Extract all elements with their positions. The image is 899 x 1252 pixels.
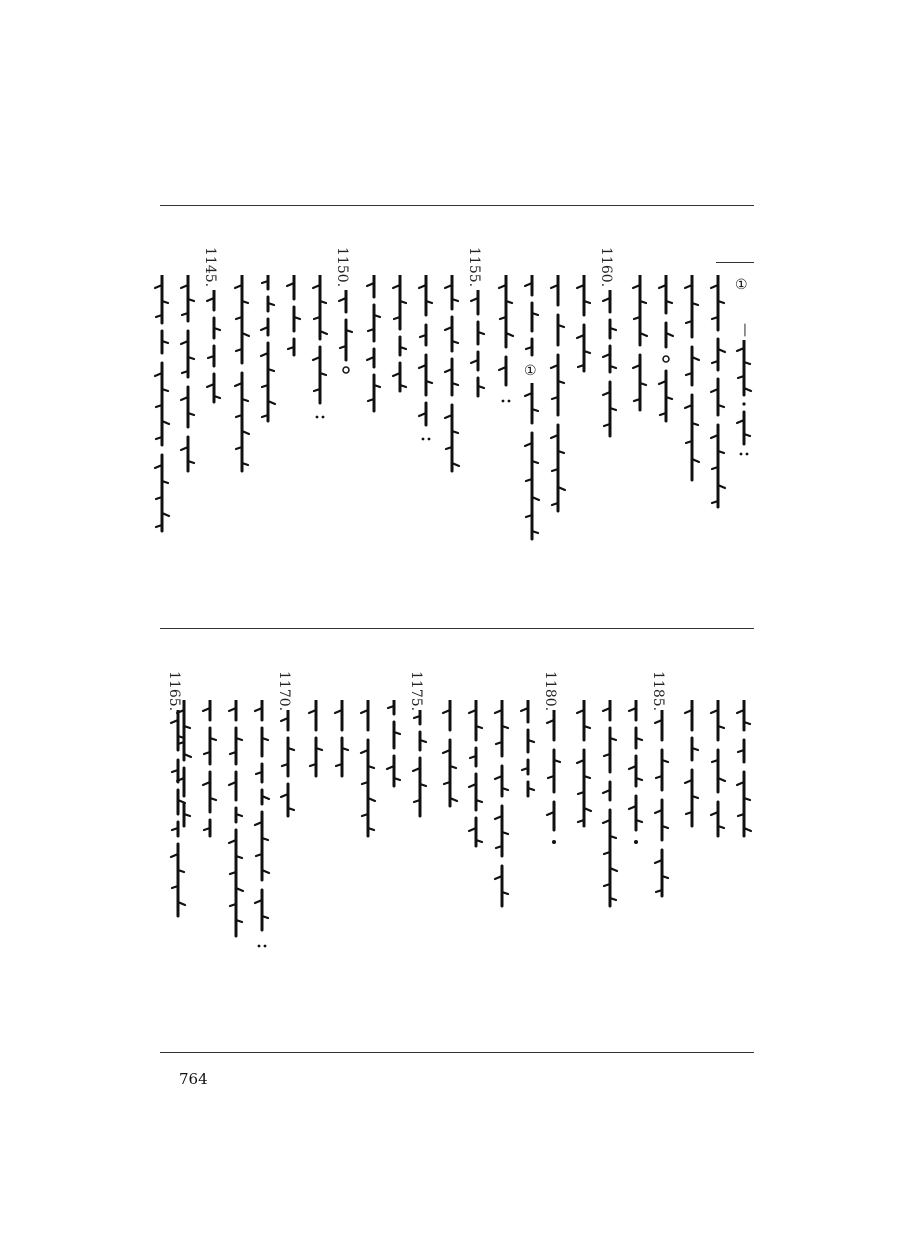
verse-line [572,700,596,830]
verse-line [176,275,200,475]
verse-line [362,275,386,415]
verse-line [230,275,254,475]
line-number: 1160. [598,247,614,288]
verse-line [520,275,544,545]
verse-line [466,290,490,400]
middle-rule [160,628,754,629]
verse-line [516,700,540,800]
verse-line [408,710,432,820]
verse-line [628,275,652,415]
verse-line [650,710,674,900]
line-number: 1150. [334,247,350,288]
verse-line [706,275,730,515]
verse-line [542,710,566,850]
verse-line [224,700,248,940]
footnote-dash: — [737,323,753,337]
verse-line [654,275,678,425]
line-number: 1145. [202,247,218,288]
verse-line [150,275,174,535]
verse-line [334,290,358,380]
verse-line [572,275,596,375]
verse-line [330,700,354,780]
footnote-rule [716,262,754,263]
bottom-rule [160,1052,754,1053]
footnote-reference: ① [524,363,537,379]
verse-line [198,700,222,840]
verse-line [680,275,704,485]
verse-line [202,290,226,406]
page-number: 764 [179,1070,208,1088]
verse-line [276,710,300,820]
verse-line [624,700,648,850]
verse-line [256,275,280,425]
verse-line [250,700,274,960]
verse-line [304,700,328,780]
line-number: 1165. [166,671,182,712]
verse-line [166,710,190,920]
verse-line [282,275,306,359]
verse-line [308,275,332,425]
footnote-text [732,340,756,460]
verse-line [494,275,518,415]
verse-line [490,700,514,910]
verse-line [680,700,704,830]
verse-line [440,275,464,475]
verse-line [464,700,488,850]
top-rule [160,205,754,206]
verse-line [382,700,406,790]
line-number: 1170. [276,671,292,712]
line-number: 1185. [650,671,666,712]
verse-line [388,275,412,395]
line-number: 1155. [466,247,482,288]
verse-line [356,700,380,840]
verse-line [732,700,756,840]
footnote-marker: ① [735,277,748,293]
line-number: 1180. [542,671,558,712]
line-number: 1175. [408,671,424,712]
verse-line [706,700,730,840]
verse-line [598,290,622,440]
verse-line [438,700,462,810]
verse-line [546,275,570,515]
verse-line [598,700,622,910]
verse-line [414,275,438,455]
